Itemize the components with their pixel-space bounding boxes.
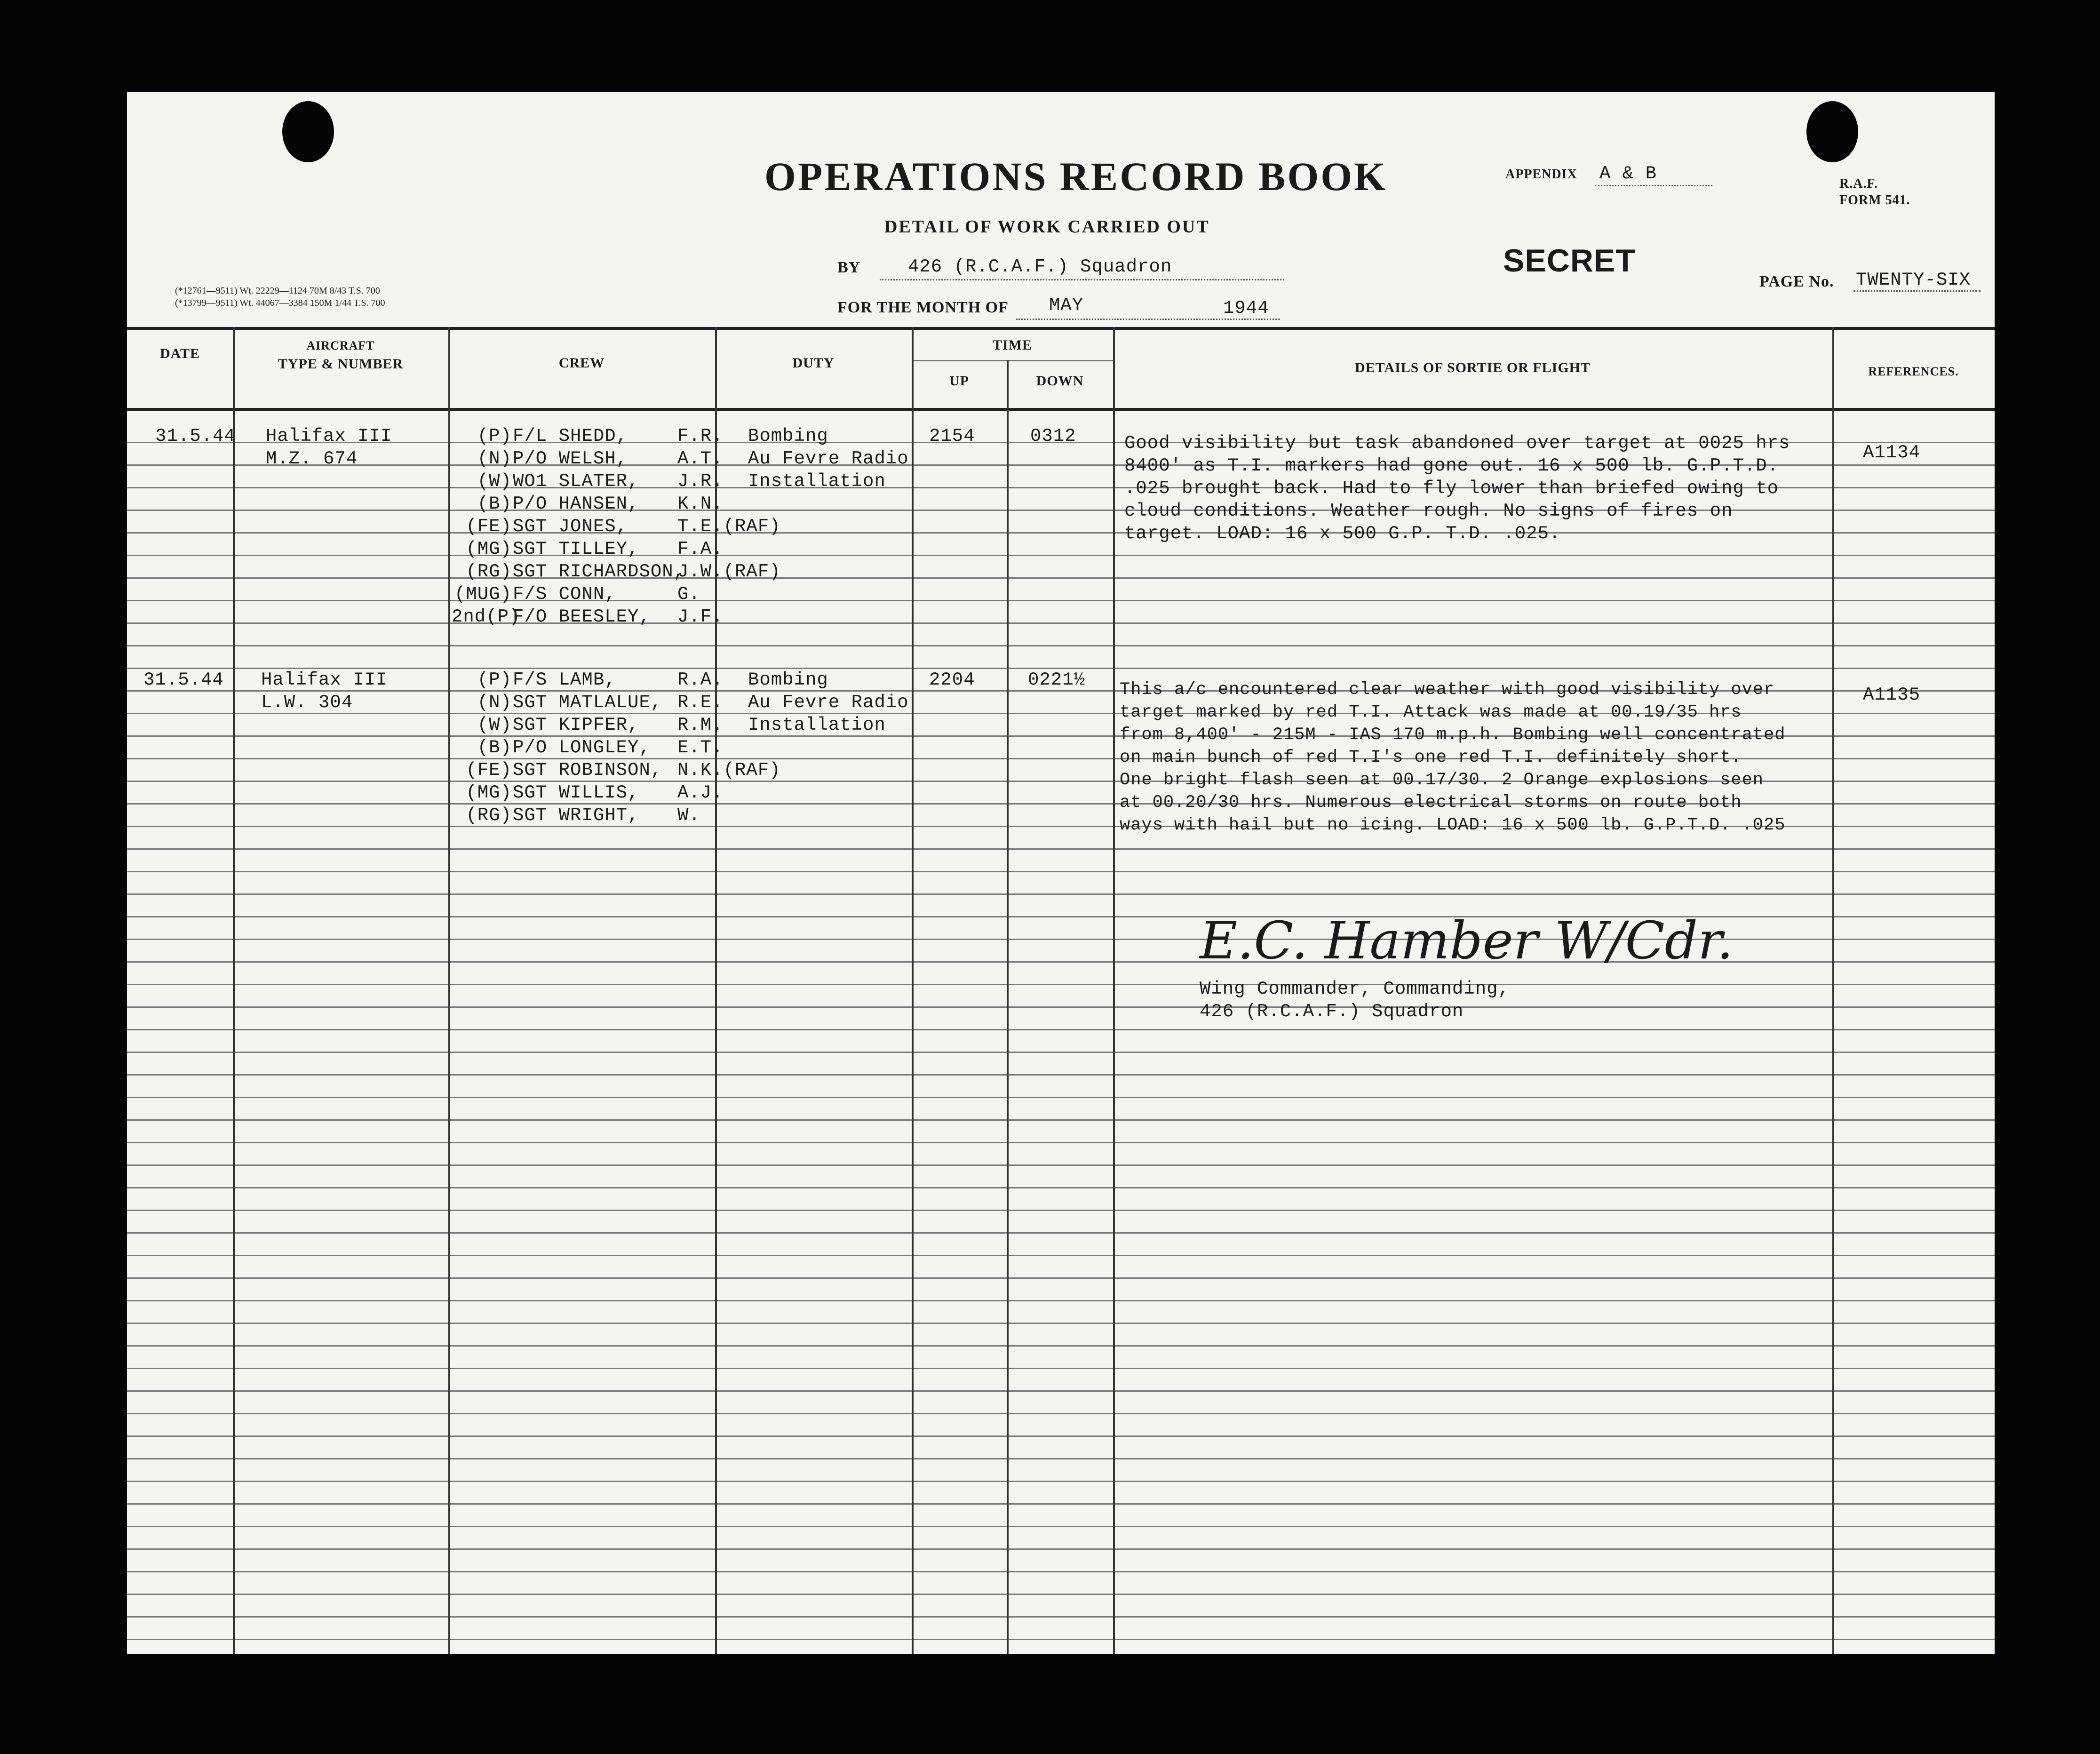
ruled-line [127,1503,1995,1505]
crew-role: (B) [477,494,512,514]
ruled-line [127,1390,1995,1392]
crew-role: (MG) [466,782,512,803]
duty-text: Bombing [748,670,828,690]
crew-name: SGT MATLALUE, [513,692,662,713]
ruled-line [127,1187,1995,1188]
details-line: ways with hail but no icing. LOAD: 16 x 500 lb. G.P.T.D. .025 [1120,815,1786,835]
crew-name: F/L SHEDD, [513,426,628,446]
column-divider [1832,327,1834,1654]
year-value: 1944 [1223,298,1269,319]
ruled-line [127,1300,1995,1301]
entry-date: 31.5.44 [155,426,236,446]
details-line: cloud conditions. Weather rough. No signs of fires on [1124,501,1733,521]
aircraft-type: Halifax III [266,426,392,446]
col-header-up: UP [949,373,969,389]
ruled-line [127,1006,1995,1008]
appendix-value: A & B [1599,163,1657,184]
crew-role: (MG) [466,539,512,559]
duty-text: Installation [748,471,886,492]
signature-unit: 426 (R.C.A.F.) Squadron [1200,1001,1464,1022]
crew-initials: R.E. [677,692,724,713]
duty-text: Au Fevre Radio [748,692,909,713]
crew-initials: R.A. [677,670,724,690]
ruled-line [127,984,1995,985]
ruled-line [127,600,1995,601]
ruled-line [127,1413,1995,1414]
ruled-line [127,1097,1995,1098]
crew-name: SGT RICHARDSON, [513,561,685,582]
crew-role: (P) [477,426,512,446]
time-down: 0312 [1030,426,1076,446]
ruled-line [127,622,1995,624]
crew-name: SGT TILLEY, [513,539,639,559]
page-label: PAGE No. [1759,273,1834,290]
ruled-line [127,1368,1995,1369]
page-underline [1853,290,1981,292]
month-label: FOR THE MONTH OF [837,299,1009,316]
col-header-references: REFERENCES. [1868,365,1959,378]
crew-initials: F.A. [677,539,724,559]
signature-title: Wing Commander, Commanding, [1200,979,1510,999]
aircraft-type: Halifax III [261,670,388,690]
ruled-line [127,668,1995,669]
ruled-line [127,893,1995,895]
crew-role: (B) [477,737,512,758]
reference-code: A1134 [1863,442,1921,463]
crew-initials: J.W.(RAF) [677,561,781,582]
crew-initials: N.K.(RAF) [677,760,781,781]
crew-initials: A.J. [677,782,724,803]
form-line-1: R.A.F. [1839,176,1878,191]
page-value: TWENTY-SIX [1856,270,1971,290]
appendix-underline [1595,185,1712,186]
ruled-line [127,645,1995,646]
month-value: MAY [1049,295,1084,316]
ruled-line [127,1052,1995,1053]
crew-initials: A.T. [677,448,724,469]
ruled-line [127,1210,1995,1211]
print-code-1: (*12761—9511) Wt. 22229—1124 70M 8/43 T.S. 700 [175,286,380,296]
ruled-line [127,1639,1995,1640]
ruled-line [127,1458,1995,1459]
crew-initials: K.N. [677,494,724,514]
crew-name: F/S CONN, [513,584,616,605]
time-up: 2154 [929,426,975,446]
crew-name: SGT WILLIS, [513,782,639,803]
details-line: This a/c encountered clear weather with good visibility over [1120,680,1775,700]
ruled-line [127,1571,1995,1572]
crew-initials: J.F. [677,606,724,627]
details-line: target. LOAD: 16 x 500 G.P. T.D. .025. [1124,523,1561,544]
ruled-line [127,1232,1995,1234]
by-label: BY [837,259,861,276]
crew-role: (W) [477,471,512,492]
col-header-date: DATE [159,346,200,361]
details-line: target marked by red T.I. Attack was made at 00.19/35 hrs [1120,702,1742,722]
page-title: OPERATIONS RECORD BOOK [764,154,1387,199]
handwritten-signature: E.C. Hamber W/Cdr. [1200,910,1734,971]
crew-name: P/O LONGLEY, [513,737,651,758]
table-top-rule [127,327,1995,330]
details-line: from 8,400' - 215M - IAS 170 m.p.h. Bombing well concentrated [1120,725,1786,745]
ruled-line [127,1029,1995,1030]
crew-name: SGT ROBINSON, [513,760,662,781]
ruled-line [127,577,1995,579]
crew-initials: E.T. [677,737,724,758]
col-header-duty: DUTY [792,355,835,371]
details-line: .025 brought back. Had to fly lower than briefed owing to [1124,478,1779,499]
crew-role: 2nd(P) [452,606,521,627]
details-line: Good visibility but task abandoned over target at 0025 hrs [1124,433,1790,454]
reference-code: A1135 [1863,685,1921,705]
ruled-line [127,1345,1995,1347]
crew-initials: J.R. [677,471,724,492]
ruled-line [127,1526,1995,1527]
col-header-details: DETAILS OF SORTIE OR FLIGHT [1354,360,1591,375]
ruled-line [127,1616,1995,1618]
crew-name: F/O BEESLEY, [513,606,651,627]
crew-name: P/O WELSH, [513,448,628,469]
crew-name: P/O HANSEN, [513,494,639,514]
time-subheader-rule [912,360,1113,361]
by-underline [880,279,1284,280]
column-divider [1007,360,1009,1654]
ruled-line [127,1481,1995,1482]
ruled-line [127,848,1995,850]
crew-role: (N) [477,448,512,469]
duty-text: Bombing [748,426,828,446]
header-bottom-rule [127,408,1995,411]
crew-role: (N) [477,692,512,713]
crew-name: WO1 SLATER, [513,471,639,492]
ruled-line [127,1435,1995,1437]
time-down: 0221½ [1028,670,1086,690]
column-divider [448,327,450,1654]
ruled-line [127,1074,1995,1076]
details-line: 8400' as T.I. markers had gone out. 16 x 500 lb. G.P.T.D. [1124,455,1779,476]
crew-role: (RG) [466,561,512,582]
punch-hole-left [282,101,334,162]
crew-role: (MUG) [454,584,512,605]
column-divider [912,327,914,1654]
ruled-line [127,1277,1995,1279]
crew-initials: W. [677,805,700,826]
appendix-label: APPENDIX [1505,167,1577,182]
ruled-line [127,1164,1995,1166]
crew-name: SGT WRIGHT, [513,805,639,826]
aircraft-number: L.W. 304 [261,692,353,713]
ruled-line [127,1323,1995,1324]
crew-role: (FE) [466,516,512,537]
punch-hole-right [1806,101,1858,162]
crew-initials: T.E.(RAF) [677,516,781,537]
aircraft-number: M.Z. 674 [266,448,358,469]
ruled-line [127,1142,1995,1143]
crew-initials: R.M. [677,715,724,735]
crew-role: (RG) [466,805,512,826]
details-line: One bright flash seen at 00.17/30. 2 Orange explosions seen [1120,770,1764,790]
print-code-2: (*13799—9511) Wt. 44067—3384 150M 1/44 T.S. 700 [175,298,385,308]
ruled-line [127,532,1995,534]
crew-role: (W) [477,715,512,735]
col-header-crew: CREW [558,355,605,371]
crew-role: (FE) [466,760,512,781]
ruled-line [127,871,1995,872]
ruled-line [127,555,1995,556]
duty-text: Installation [748,715,886,735]
crew-name: SGT JONES, [513,516,628,537]
month-underline [1016,319,1280,320]
duty-text: Au Fevre Radio [748,448,909,469]
ruled-line [127,1594,1995,1595]
crew-name: F/S LAMB, [513,670,616,690]
col-header-down: DOWN [1036,373,1084,389]
col-header-aircraft-sub: TYPE & NUMBER [278,356,404,372]
crew-initials: G. [677,584,700,605]
crew-initials: F.R. [677,426,724,446]
col-header-time: TIME [992,337,1032,353]
detail-line: DETAIL OF WORK CARRIED OUT [884,217,1210,237]
time-up: 2204 [929,670,975,690]
crew-role: (P) [477,670,512,690]
ruled-line [127,1255,1995,1256]
ruled-line [127,1119,1995,1121]
form-line-2: FORM 541. [1839,193,1910,207]
col-header-aircraft: AIRCRAFT [306,339,375,352]
by-value: 426 (R.C.A.F.) Squadron [908,256,1172,277]
secret-stamp: SECRET [1503,243,1636,279]
details-line: on main bunch of red T.I's one red T.I. definitely short. [1120,748,1742,767]
crew-name: SGT KIPFER, [513,715,639,735]
entry-date: 31.5.44 [143,670,224,690]
form-sheet [127,92,1995,1654]
column-divider [233,327,235,1654]
details-line: at 00.20/30 hrs. Numerous electrical storms on route both [1120,793,1742,813]
column-divider [1113,327,1115,1654]
ruled-line [127,1548,1995,1550]
